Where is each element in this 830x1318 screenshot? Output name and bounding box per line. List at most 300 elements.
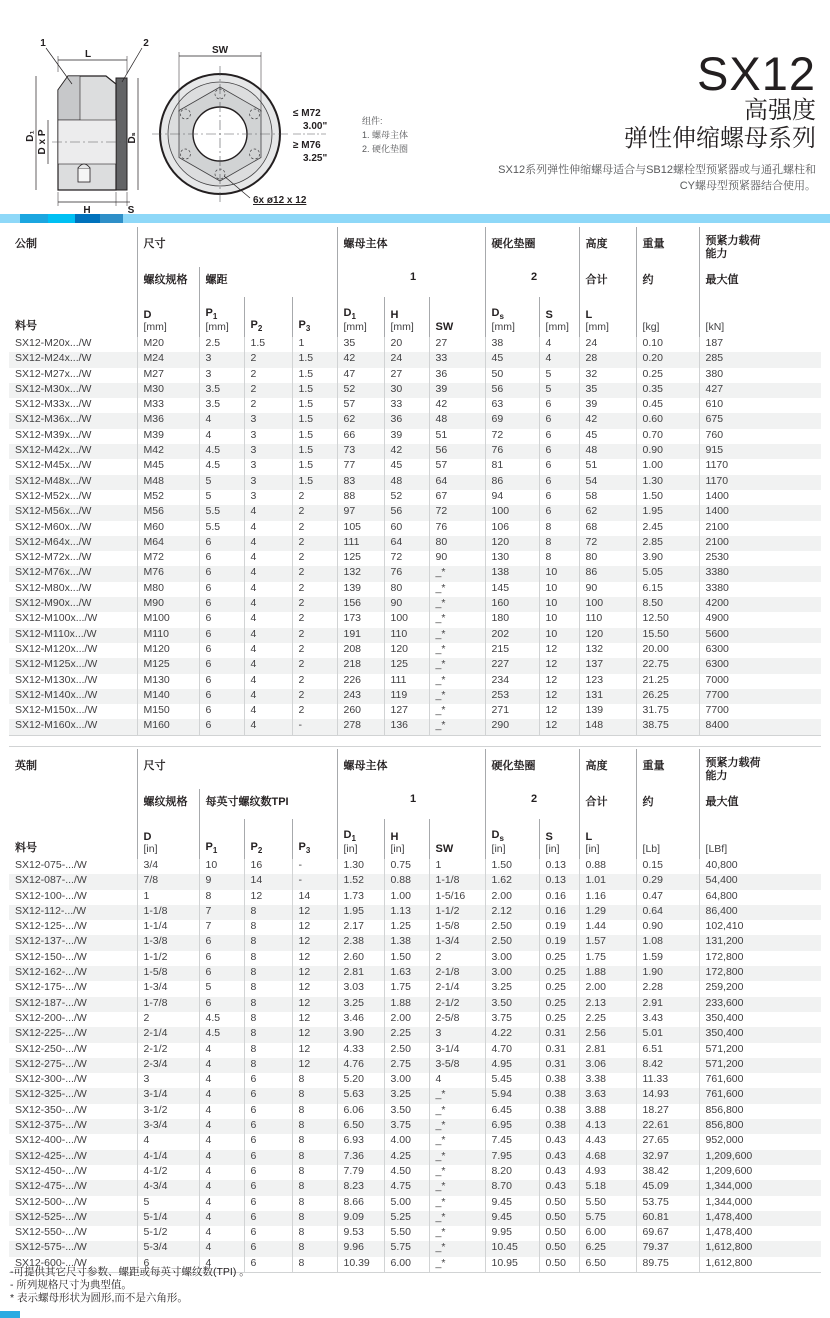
cell-P3: 12 — [292, 1058, 337, 1073]
cell-load: 6300 — [699, 658, 821, 673]
cell-weight: 79.37 — [636, 1241, 699, 1256]
cell-P3: 12 — [292, 951, 337, 966]
cell-D: M120 — [137, 643, 199, 658]
table-row — [9, 383, 821, 398]
cell-P3: 8 — [292, 1241, 337, 1256]
cell-L: 2.56 — [579, 1027, 636, 1042]
cell-S: 0.38 — [539, 1088, 579, 1103]
cell-Ds: 2.50 — [485, 935, 539, 950]
cell-H: 120 — [384, 643, 429, 658]
table-row — [9, 490, 821, 505]
footnotes — [10, 1266, 250, 1305]
cell-load: 187 — [699, 337, 821, 352]
cell-H: 2.50 — [384, 1043, 429, 1058]
cell-load: 350,400 — [699, 1012, 821, 1027]
cell-Ds: 6.95 — [485, 1119, 539, 1134]
group-header-2: 螺母主体 — [337, 749, 485, 789]
metric-table-section — [9, 227, 821, 736]
cell-P2: 6 — [244, 1226, 292, 1241]
group-header-0: 英制 — [15, 760, 37, 772]
cell-P3: 2 — [292, 612, 337, 627]
cell-P2: 4 — [244, 674, 292, 689]
cell-weight: 20.00 — [636, 643, 699, 658]
table-row — [9, 337, 821, 352]
cell-P1: 4 — [199, 1180, 244, 1195]
group-header-3: 硬化垫圈 — [485, 749, 579, 789]
cell-Ds: 3.50 — [485, 997, 539, 1012]
cell-H: 4.25 — [384, 1150, 429, 1165]
cell-Ds: 2.00 — [485, 890, 539, 905]
cell-S: 8 — [539, 521, 579, 536]
cell-P1: 6 — [199, 704, 244, 719]
cell-part: SX12-M110x.../W — [9, 628, 137, 643]
cell-D1: 173 — [337, 612, 384, 627]
cell-part: SX12-M39x.../W — [15, 428, 92, 441]
cell-S: 8 — [539, 551, 579, 566]
cell-P3: 1.5 — [292, 413, 337, 428]
cell-H: 72 — [384, 551, 429, 566]
cell-L: 139 — [579, 704, 636, 719]
cell-P2: 2 — [244, 383, 292, 398]
cell-H: 4.75 — [384, 1180, 429, 1195]
cell-Ds: 4.70 — [485, 1043, 539, 1058]
cell-weight: 0.45 — [636, 398, 699, 413]
cell-SW: _* — [429, 1119, 485, 1134]
cell-D1: 10.39 — [337, 1257, 384, 1273]
table-row — [9, 704, 821, 719]
cell-D: M90 — [137, 597, 199, 612]
cell-P1: 6 — [199, 658, 244, 673]
cell-load: 350,400 — [699, 1027, 821, 1042]
cell-P1: 4 — [199, 1043, 244, 1058]
cell-Ds: 2.12 — [485, 905, 539, 920]
cell-S: 6 — [539, 398, 579, 413]
cell-H: 33 — [384, 398, 429, 413]
cell-Ds: 160 — [485, 597, 539, 612]
cell-P1: 4 — [199, 1211, 244, 1226]
cell-D: M140 — [137, 689, 199, 704]
page-title: SX12 — [697, 47, 816, 100]
cell-D1: 88 — [337, 490, 384, 505]
cell-load: 1,612,800 — [699, 1257, 821, 1273]
cell-SW: _* — [429, 1257, 485, 1273]
cell-P1: 7 — [199, 905, 244, 920]
cell-SW: _* — [429, 582, 485, 597]
cell-Ds: 56 — [485, 383, 539, 398]
cell-H: 1.88 — [384, 997, 429, 1012]
callout-2: 2 — [143, 38, 149, 49]
cell-L: 1.01 — [579, 874, 636, 889]
cell-SW: 2 — [429, 951, 485, 966]
cell-D: 5 — [137, 1196, 199, 1211]
sub-header-5: 合计 — [579, 267, 636, 297]
cell-load: 761,600 — [699, 1073, 821, 1088]
table-row — [9, 429, 821, 444]
cell-D1: 3.03 — [337, 981, 384, 996]
cell-D: M130 — [137, 674, 199, 689]
cell-weight: 0.25 — [636, 368, 699, 383]
cell-D: 3-1/4 — [137, 1088, 199, 1103]
cell-SW: _* — [429, 1211, 485, 1226]
cell-part: SX12-M60x.../W — [15, 520, 92, 533]
cell-D: M80 — [137, 582, 199, 597]
cell-H: 1.25 — [384, 920, 429, 935]
cell-part: SX12-550-.../W — [15, 1226, 87, 1239]
table-row — [9, 1211, 821, 1226]
cell-D: M125 — [137, 658, 199, 673]
cell-P2: 14 — [244, 874, 292, 889]
cell-H: 64 — [384, 536, 429, 551]
cell-P1: 4 — [199, 1257, 244, 1273]
cell-weight: 1.08 — [636, 935, 699, 950]
table-row — [9, 689, 821, 704]
cell-P2: 3 — [244, 444, 292, 459]
cell-D1: 97 — [337, 505, 384, 520]
cell-Ds: 7.45 — [485, 1134, 539, 1149]
accent-bar-segment-2 — [48, 214, 75, 223]
cell-Ds: 10.45 — [485, 1241, 539, 1256]
cell-SW: 76 — [429, 521, 485, 536]
cell-part: SX12-137-.../W — [9, 935, 137, 950]
sub-header-6: 约 — [636, 267, 699, 297]
cell-part: SX12-250-.../W — [15, 1042, 87, 1055]
cell-P2: 8 — [244, 1027, 292, 1042]
cell-Ds: 86 — [485, 475, 539, 490]
cell-H: 1.13 — [384, 905, 429, 920]
cell-H: 110 — [384, 628, 429, 643]
cell-part: SX12-M56x.../W — [9, 505, 137, 520]
cell-SW: 4 — [429, 1073, 485, 1088]
cell-weight: 15.50 — [636, 628, 699, 643]
cell-P1: 4 — [199, 1073, 244, 1088]
cell-load: 675 — [699, 413, 821, 428]
cell-SW: 36 — [429, 368, 485, 383]
cell-weight: 0.64 — [636, 905, 699, 920]
cell-L: 58 — [579, 490, 636, 505]
cell-SW: 3 — [429, 1027, 485, 1042]
cell-P3: 12 — [292, 920, 337, 935]
cell-L: 4.93 — [579, 1165, 636, 1180]
cell-L: 148 — [579, 719, 636, 735]
cell-weight: 21.25 — [636, 674, 699, 689]
cell-P3: 2 — [292, 658, 337, 673]
cell-L: 62 — [579, 505, 636, 520]
dim-d1-label: D₁ — [25, 130, 36, 142]
cell-P1: 4.5 — [199, 1027, 244, 1042]
cell-weight: 31.75 — [636, 704, 699, 719]
cell-H: 5.75 — [384, 1241, 429, 1256]
cell-P1: 4 — [199, 1119, 244, 1134]
cell-P3: 12 — [292, 935, 337, 950]
cell-SW: 48 — [429, 413, 485, 428]
group-header-1: 尺寸 — [137, 227, 337, 267]
cell-D: 6 — [137, 1257, 199, 1273]
table-row — [9, 981, 821, 996]
cell-D1: 47 — [337, 368, 384, 383]
cell-L: 3.63 — [579, 1088, 636, 1103]
cell-P1: 6 — [199, 935, 244, 950]
cell-Ds: 9.95 — [485, 1226, 539, 1241]
cell-L: 48 — [579, 444, 636, 459]
cell-load: 3380 — [699, 582, 821, 597]
sub-header-3: 1 — [337, 789, 485, 819]
col-header-P3: $P_3$ — [292, 297, 337, 337]
cell-part: SX12-M20x.../W — [15, 337, 92, 349]
cell-P3: 1.5 — [292, 459, 337, 474]
cell-D1: 57 — [337, 398, 384, 413]
title-block — [486, 47, 816, 195]
cell-P2: 6 — [244, 1150, 292, 1165]
cell-SW: 2-1/2 — [429, 997, 485, 1012]
cell-H: 4.00 — [384, 1134, 429, 1149]
cell-Ds: 227 — [485, 658, 539, 673]
cell-part: SX12-600-.../W — [15, 1256, 87, 1269]
cell-S: 0.19 — [539, 920, 579, 935]
cell-D: 1-1/2 — [137, 951, 199, 966]
cell-L: 0.88 — [579, 859, 636, 874]
cell-weight: 1.50 — [636, 490, 699, 505]
col-header-P2: $P_2$ — [244, 297, 292, 337]
cell-weight: 0.20 — [636, 352, 699, 367]
cell-SW: 64 — [429, 475, 485, 490]
table-row — [9, 368, 821, 383]
cell-P3: 2 — [292, 597, 337, 612]
cell-Ds: 100 — [485, 505, 539, 520]
cell-Ds: 3.00 — [485, 951, 539, 966]
table-row — [9, 997, 821, 1012]
cell-weight: 1.30 — [636, 475, 699, 490]
cell-part: SX12-M76x.../W — [9, 566, 137, 581]
cell-P2: 8 — [244, 966, 292, 981]
cell-P3: 2 — [292, 521, 337, 536]
accent-bar-segment-1 — [20, 214, 48, 223]
cell-H: 48 — [384, 475, 429, 490]
cell-Ds: 271 — [485, 704, 539, 719]
cell-P3: 8 — [292, 1134, 337, 1149]
group-header-5: 重量 — [636, 227, 699, 267]
cell-part: SX12-075-.../W — [15, 859, 87, 871]
cell-SW: 3-1/4 — [429, 1043, 485, 1058]
cell-weight: 60.81 — [636, 1211, 699, 1226]
cell-load: 2100 — [699, 536, 821, 551]
cell-D: 5-1/2 — [137, 1226, 199, 1241]
cell-P2: 4 — [244, 658, 292, 673]
cell-weight: 14.93 — [636, 1088, 699, 1103]
cell-S: 0.43 — [539, 1150, 579, 1165]
cell-L: 5.75 — [579, 1211, 636, 1226]
cell-S: 0.38 — [539, 1119, 579, 1134]
cell-P1: 4 — [199, 1150, 244, 1165]
cell-P2: 4 — [244, 582, 292, 597]
cell-L: 3.38 — [579, 1073, 636, 1088]
dim-dxp-label: D x P — [37, 129, 48, 155]
cell-P2: 2 — [244, 398, 292, 413]
cell-D: 1-1/4 — [137, 920, 199, 935]
table-row — [9, 658, 821, 673]
cell-P3: 1.5 — [292, 444, 337, 459]
cell-D: M52 — [137, 490, 199, 505]
cell-part: SX12-M72x.../W — [15, 551, 92, 564]
cell-S: 10 — [539, 582, 579, 597]
cell-P3: 2 — [292, 643, 337, 658]
cell-P2: 4 — [244, 536, 292, 551]
cell-D: M64 — [137, 536, 199, 551]
cell-weight: 26.25 — [636, 689, 699, 704]
cell-D: M160 — [137, 719, 199, 735]
table-row — [9, 1027, 821, 1042]
table-row — [9, 966, 821, 981]
cell-H: 5.50 — [384, 1226, 429, 1241]
cell-P3: 2 — [292, 689, 337, 704]
cell-load: 760 — [699, 429, 821, 444]
cell-load: 172,800 — [699, 951, 821, 966]
cell-P1: 6 — [199, 997, 244, 1012]
cell-P1: 6 — [199, 597, 244, 612]
cell-SW: _* — [429, 689, 485, 704]
cell-S: 5 — [539, 383, 579, 398]
cell-D1: 3.90 — [337, 1027, 384, 1042]
cell-P1: 5 — [199, 475, 244, 490]
cell-Ds: 234 — [485, 674, 539, 689]
cell-D: M30 — [137, 383, 199, 398]
cell-SW: _* — [429, 1241, 485, 1256]
cell-L: 6.50 — [579, 1257, 636, 1273]
table-row — [9, 1165, 821, 1180]
cell-Ds: 3.25 — [485, 981, 539, 996]
cell-SW: 1-1/8 — [429, 874, 485, 889]
cell-L: 68 — [579, 521, 636, 536]
cell-load: 4200 — [699, 597, 821, 612]
cell-part: SX12-112-.../W — [9, 905, 137, 920]
accent-bar-segment-4 — [100, 214, 123, 223]
cell-P3: 8 — [292, 1165, 337, 1180]
cell-Ds: 145 — [485, 582, 539, 597]
cell-H: 0.75 — [384, 859, 429, 874]
cell-part: SX12-450-.../W — [15, 1164, 87, 1177]
cell-load: 1,478,400 — [699, 1226, 821, 1241]
cell-S: 0.50 — [539, 1196, 579, 1211]
cell-H: 136 — [384, 719, 429, 735]
footnote-1: -可提供其它尺寸参数、螺距或每英寸螺纹数(TPI) 。 — [10, 1266, 250, 1278]
cell-Ds: 63 — [485, 398, 539, 413]
cell-H: 3.25 — [384, 1088, 429, 1103]
cell-D1: 4.33 — [337, 1043, 384, 1058]
cell-D1: 5.63 — [337, 1088, 384, 1103]
cell-load: 761,600 — [699, 1088, 821, 1103]
group-header-6: 预紧力载荷能力 — [699, 749, 821, 789]
cell-H: 111 — [384, 674, 429, 689]
cell-H: 30 — [384, 383, 429, 398]
cell-P2: 6 — [244, 1241, 292, 1256]
cell-P1: 5 — [199, 981, 244, 996]
dim-ds-label: Dₛ — [127, 132, 138, 144]
cell-load: 40,800 — [699, 859, 821, 874]
table-row — [9, 890, 821, 905]
holes-callout: 6x ø12 x 12 — [253, 195, 307, 206]
col-header-D: D [mm] — [137, 297, 199, 337]
group-header-1: 尺寸 — [137, 749, 337, 789]
cell-P3: 12 — [292, 1043, 337, 1058]
components-legend — [362, 115, 408, 154]
cell-P2: 3 — [244, 429, 292, 444]
cell-P3: 8 — [292, 1211, 337, 1226]
cell-S: 12 — [539, 643, 579, 658]
cell-SW: 56 — [429, 444, 485, 459]
cell-SW: 51 — [429, 429, 485, 444]
table-row — [9, 1134, 821, 1149]
cell-part: SX12-125-.../W — [15, 920, 87, 933]
cell-weight: 12.50 — [636, 612, 699, 627]
cell-L: 6.00 — [579, 1226, 636, 1241]
cell-D: 1-3/8 — [137, 935, 199, 950]
cell-load: 1170 — [699, 459, 821, 474]
cell-P2: 8 — [244, 951, 292, 966]
cell-D1: 2.17 — [337, 920, 384, 935]
cell-part: SX12-425-.../W — [9, 1150, 137, 1165]
cell-part: SX12-M52x.../W — [15, 489, 92, 502]
cell-Ds: 130 — [485, 551, 539, 566]
size-note-1b: 3.00" — [303, 121, 328, 132]
cell-weight: 0.90 — [636, 920, 699, 935]
cell-D: M60 — [137, 521, 199, 536]
cell-P1: 10 — [199, 859, 244, 874]
cell-D1: 125 — [337, 551, 384, 566]
cell-D1: 208 — [337, 643, 384, 658]
cell-H: 100 — [384, 612, 429, 627]
cell-weight: 2.45 — [636, 521, 699, 536]
cell-Ds: 6.45 — [485, 1104, 539, 1119]
cell-part: SX12-M36x.../W — [9, 413, 137, 428]
cell-H: 76 — [384, 566, 429, 581]
cell-S: 4 — [539, 352, 579, 367]
cell-weight: 0.47 — [636, 890, 699, 905]
cell-SW: 39 — [429, 383, 485, 398]
table-row — [9, 398, 821, 413]
cell-weight: 0.70 — [636, 429, 699, 444]
cell-SW: _* — [429, 674, 485, 689]
sub-header-6: 约 — [636, 789, 699, 819]
cell-Ds: 202 — [485, 628, 539, 643]
cell-part: SX12-475-.../W — [9, 1180, 137, 1195]
cell-H: 2.75 — [384, 1058, 429, 1073]
cell-P2: 6 — [244, 1088, 292, 1103]
cell-H: 3.50 — [384, 1104, 429, 1119]
cell-P2: 4 — [244, 612, 292, 627]
col-header-SW: SW — [429, 819, 485, 859]
cell-D: 2 — [137, 1012, 199, 1027]
cell-L: 1.57 — [579, 935, 636, 950]
cell-L: 6.25 — [579, 1241, 636, 1256]
cell-Ds: 1.62 — [485, 874, 539, 889]
cell-load: 131,200 — [699, 935, 821, 950]
col-header-L: L [in] — [579, 819, 636, 859]
cell-part: SX12-087-.../W — [9, 874, 137, 889]
sub-header-1: 螺纹规格 — [137, 267, 199, 297]
table-row — [9, 551, 821, 566]
cell-D1: 66 — [337, 429, 384, 444]
cell-SW: 1-1/2 — [429, 905, 485, 920]
col-header-D1: $D_1$ [mm] — [337, 297, 384, 337]
cell-weight: 0.35 — [636, 383, 699, 398]
cell-S: 0.50 — [539, 1211, 579, 1226]
table-row — [9, 459, 821, 474]
sub-header-4: 2 — [485, 789, 579, 819]
cell-H: 3.00 — [384, 1073, 429, 1088]
cell-P1: 3 — [199, 368, 244, 383]
cell-load: 1,344,000 — [699, 1196, 821, 1211]
cell-Ds: 290 — [485, 719, 539, 735]
cell-H: 2.00 — [384, 1012, 429, 1027]
